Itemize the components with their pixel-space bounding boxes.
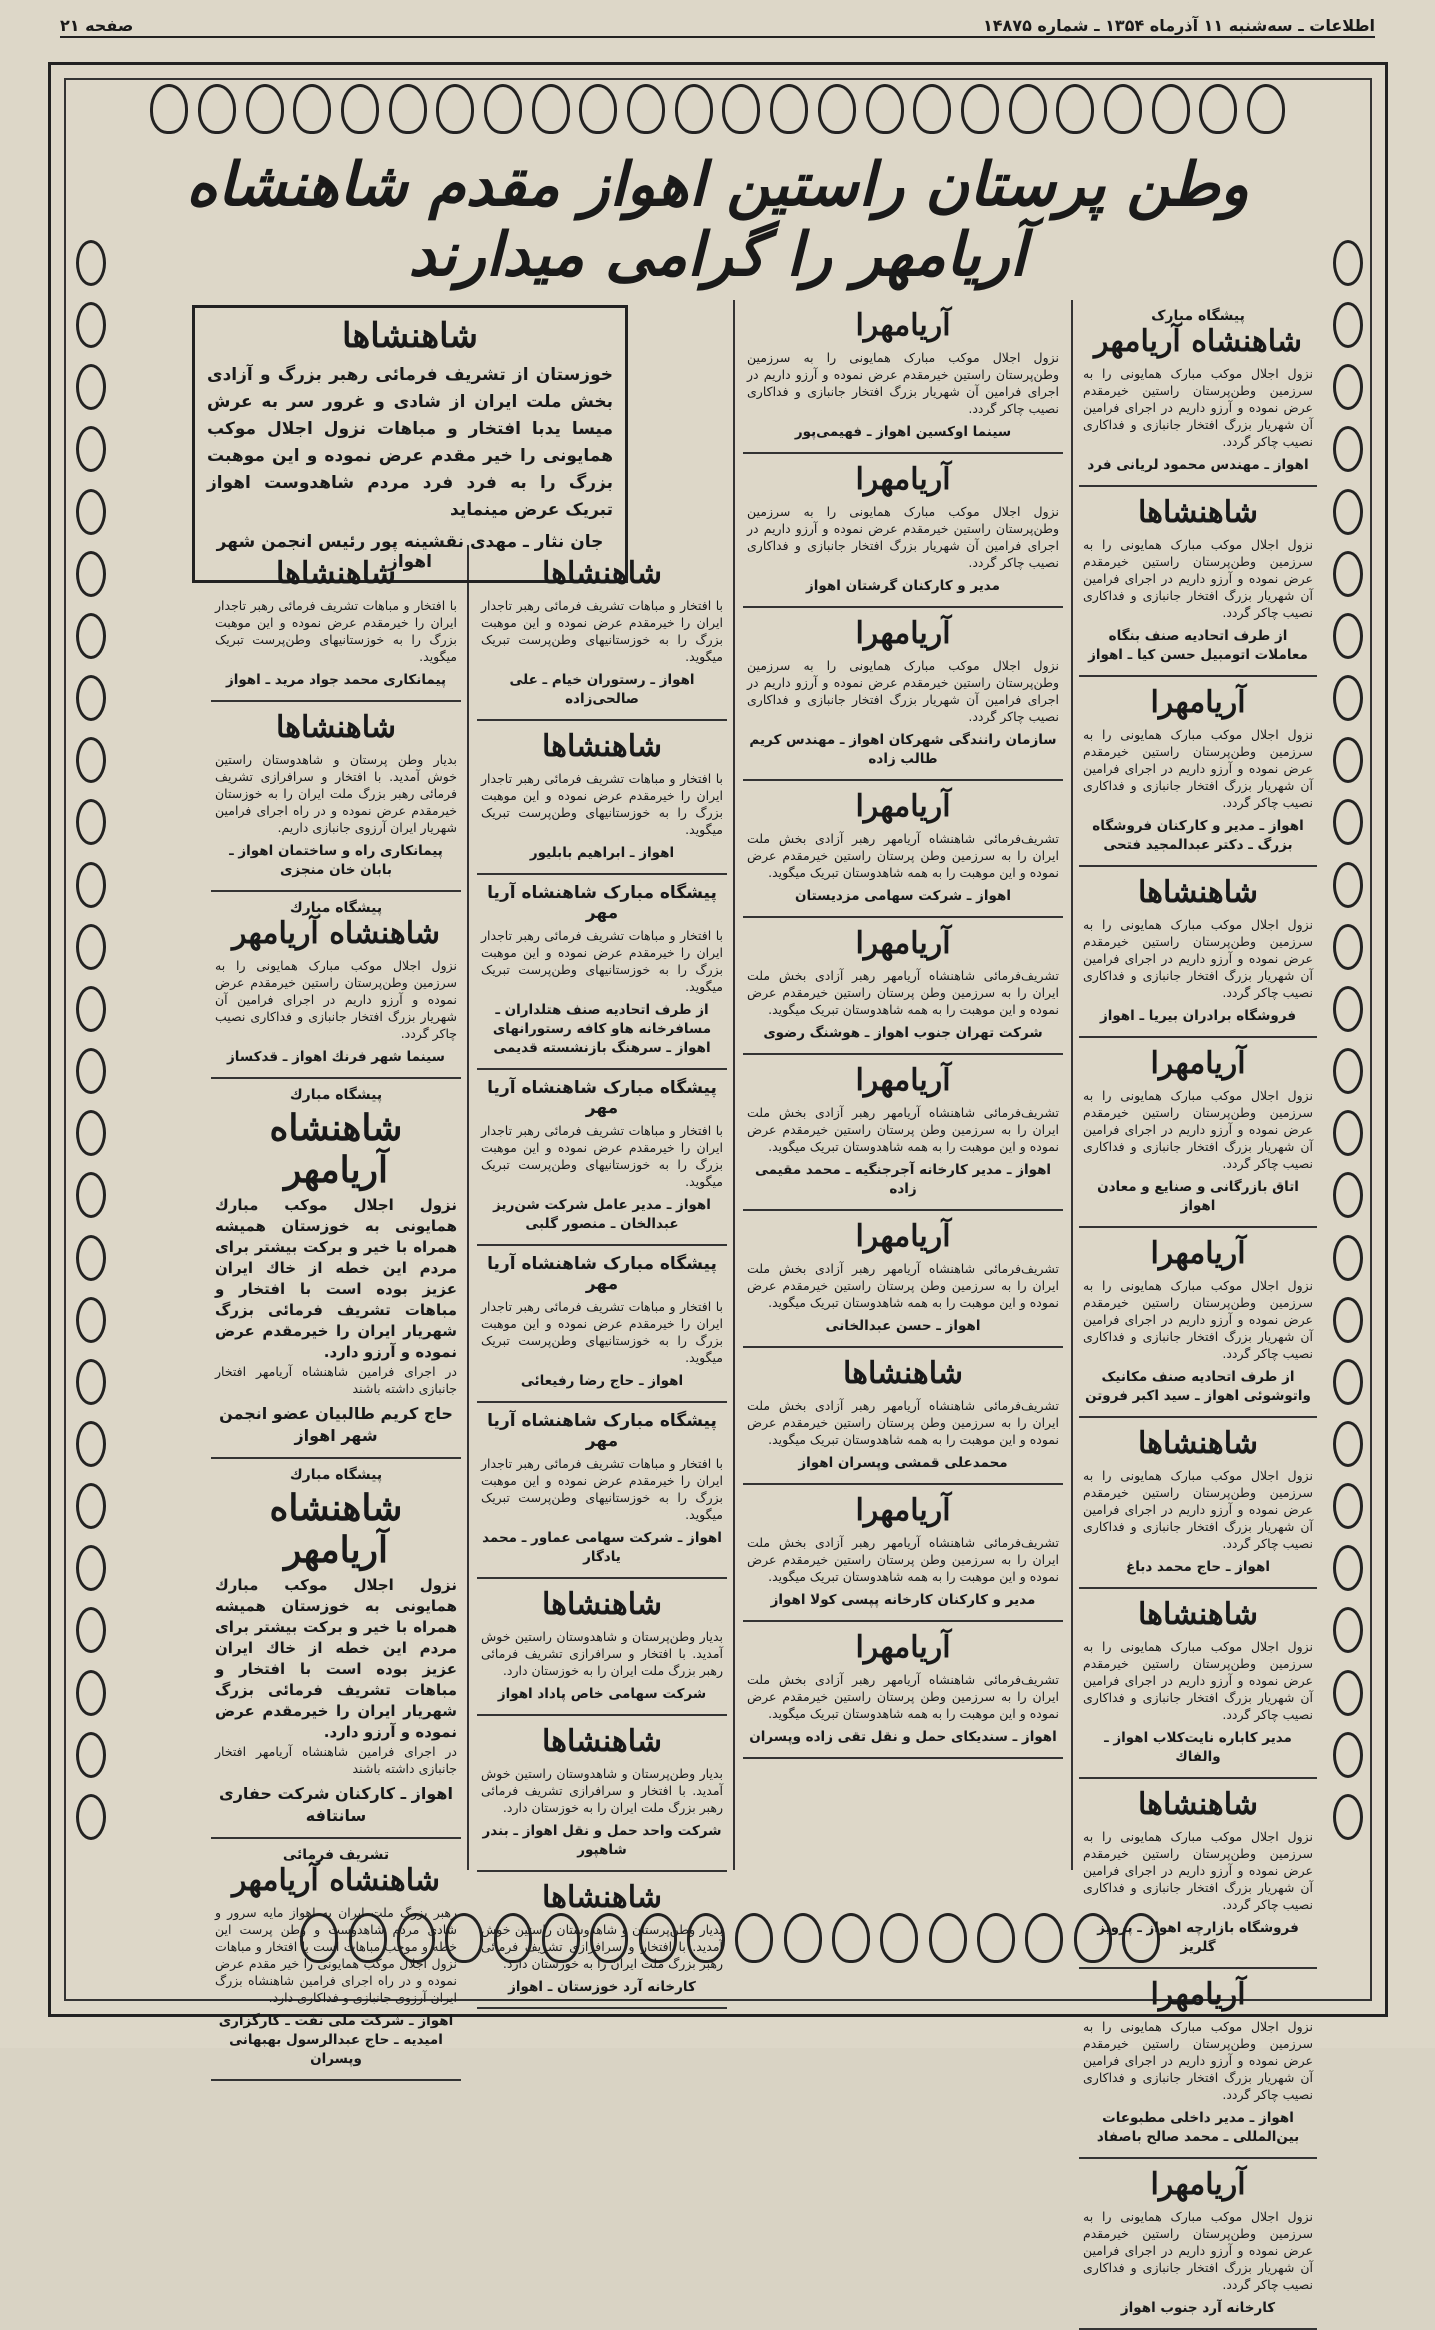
scallop-ornament [76,799,106,845]
column-3 [477,548,727,2009]
ad-signature: سینما اوکسین اهواز ـ فهیمی‌پور [794,424,1012,440]
ad-title: آریامهرا [1150,685,1246,720]
greeting-ad [1079,1038,1317,1228]
scallop-ornament [76,986,106,1032]
scallop-ornament [1333,240,1363,286]
ad-signature: اهواز ـ مدیر و کارکنان فروشگاه بزرگ ـ دکتر عبدالمجید فتحی [1092,818,1304,853]
ad-title: شاهنشاها [541,556,662,591]
ad-signature: اهواز ـ شرکت سهامی مزدیستان [795,888,1011,904]
scallop-ornament [1333,1359,1363,1405]
greeting-ad [743,1055,1063,1211]
greeting-ad [1079,677,1317,867]
scallop-ornament [484,84,522,134]
scallop-ornament [1333,1297,1363,1343]
greeting-ad [1079,300,1317,487]
greeting-ad [211,892,461,1079]
greeting-ad [211,1839,461,2081]
ad-body: با افتخار و مباهات تشریف فرمائی رهبر تاجدار ایران را خیرمقدم عرض نموده و این موهبت بزرگ را به خوزستانیهای وطن‌پرست تبریک میگوید. [215,598,457,664]
scallop-ornament [1199,84,1237,134]
ad-title: شاهنشاه آریامهر [269,1107,403,1191]
scallop-ornament [929,1913,967,1963]
ad-title: شاهنشاها [541,1724,662,1759]
scallop-ornament [1333,862,1363,908]
greeting-ad [743,608,1063,781]
scallop-ornament [1333,1545,1363,1591]
ad-signature: کارخانه آرد خوزستان ـ اهواز [508,1979,696,1995]
column-divider [1071,300,1073,1870]
ad-body: نزول اجلال موکب مبارک همایونی را به سرزمین وطن‌پرستان راستین خیرمقدم عرض نموده و آرزو داریم در اجرای فرامین آن شهریار بزرگ افتخار جانبازی و فداکاری نصیب چاکر گردد. [1083,1088,1313,1171]
scallop-ornament [76,924,106,970]
ad-signature: فروشگاه برادران بیریا ـ اهواز [1099,1008,1297,1024]
scallop-ornament [532,84,570,134]
scallop-ornament [389,84,427,134]
ad-body: تشریف‌فرمائی شاهنشاه آریامهر رهبر آزادی بخش ملت ایران را به سرزمین وطن پرستان راستین خیرمقدم عرض نموده و این موهبت را به همه شاهدوستان تبریک میگوید. [747,1261,1059,1310]
ad-body: در اجرای فرامین شاهنشاه آریامهر افتخار جانبازی داشته باشند [215,1364,457,1396]
ad-body: با افتخار و مباهات تشریف فرمائی رهبر تاجدار ایران را خیرمقدم عرض نموده و این موهبت بزرگ را به خوزستانیهای وطن‌پرست تبریک میگوید. [481,928,723,994]
ad-signature: شرکت واحد حمل و نقل اهواز ـ بندر شاهپور [482,1823,722,1858]
scallop-ornament [76,1110,106,1156]
greeting-ad [477,1716,727,1872]
ad-body: تشریف‌فرمائی شاهنشاه آریامهر رهبر آزادی بخش ملت ایران را به سرزمین وطن پرستان راستین خیرمقدم عرض نموده و این موهبت را به همه شاهدوستان تبریک میگوید. [747,1105,1059,1154]
scallop-ornament [1333,1483,1363,1529]
greeting-ad [477,548,727,721]
greeting-ad [1079,1589,1317,1779]
ad-body: نزول اجلال موکب مبارک همایونی را به سرزمین وطن‌پرستان راستین خیرمقدم عرض نموده و آرزو داریم در اجرای فرامین آن شهریار بزرگ افتخار جانبازی و فداکاری نصیب چاکر گردد. [215,958,457,1041]
scallop-ornament [880,1913,918,1963]
scallop-ornament [76,1732,106,1778]
scallop-ornament [1025,1913,1063,1963]
scallop-ornament [1333,426,1363,472]
ad-title: آریامهرا [855,1219,951,1254]
scallop-ornament [722,84,760,134]
ad-intro: نزول اجلال موکب مبارك همایونی به خوزستان همیشه همراه با خیر و برکت بیشتر برای مردم این خطه از خاك ایران عزیز بوده است با افتخار و مباهات تشریف فرمائی بزرگ شهریار ایران را خیرمقدم عرض نموده و آرزو دارد. [215,1576,457,1741]
ad-body: رهبر بزرگ ملت ایران به اهواز مایه سرور و شادی مردم شاهدوست و وطن پرست این خطه و موجب مباهات است با افتخار و مباهات نزول اجلال موکب همایونی را خیر مقدم عرض نموده و در راه اجرای فرامین شاهنشاه بزرگ ایران آرزوی جانبازی و فداکاری دارد. [215,1905,457,2005]
left-scallop-border [72,240,106,1840]
scallop-ornament [1333,924,1363,970]
greeting-ad [1079,2159,1317,2330]
ad-body: نزول اجلال موکب مبارک همایونی را به سرزمین وطن‌پرستان راستین خیرمقدم عرض نموده و آرزو داریم در اجرای فرامین آن شهریار بزرگ افتخار جانبازی و فداکاری نصیب چاکر گردد. [1083,917,1313,1000]
ad-signature: اهواز ـ مهندس محمود لریانی فرد [1087,457,1309,473]
scallop-ornament [1333,1794,1363,1840]
scallop-ornament [1333,551,1363,597]
scallop-ornament [1333,799,1363,845]
scallop-ornament [76,862,106,908]
ad-title: شاهنشاه آریامهر [232,1863,440,1898]
ad-body: با افتخار و مباهات تشریف فرمائی رهبر تاجدار ایران را خیرمقدم عرض نموده و این موهبت بزرگ را به خوزستانیهای وطن‌پرست تبریک میگوید. [481,1299,723,1365]
ad-body: تشریف‌فرمائی شاهنشاه آریامهر رهبر آزادی بخش ملت ایران را به سرزمین وطن پرستان راستین خیرمقدم عرض نموده و این موهبت را به همه شاهدوستان تبریک میگوید. [747,831,1059,880]
page-title: وطن پرستان راستین اهواز مقدم شاهنشاه آریامهر را گرامی میدارند [186,150,1249,290]
scallop-ornament [76,1172,106,1218]
greeting-ad [1079,487,1317,677]
column-divider [733,300,735,1870]
scallop-ornament [436,84,474,134]
scallop-ornament [1333,1172,1363,1218]
scallop-ornament [1333,1110,1363,1156]
greeting-ad [1079,867,1317,1038]
ad-signature: اهواز ـ مدیر کارخانه آجرجنگیه ـ محمد مقیمی زاده [754,1162,1052,1197]
ad-body: در اجرای فرامین شاهنشاه آریامهر افتخار جانبازی داشته باشند [215,1744,457,1776]
scallop-ornament [832,1913,870,1963]
lead-body: خوزستان از تشریف فرمائی رهبر بزرگ و آزادی بخش ملت ایران از شادی و غرور سر به عرش میسا یدبا افتخار و مباهات نزول اجلال موکب همایونی را خیر مقدم عرض نموده و این موهبت بزرگ را به فرد فرد مردم شاهدوست اهواز تبریک عرض مینماید [207,365,613,520]
greeting-ad [477,721,727,875]
scallop-ornament [579,84,617,134]
scallop-ornament [76,1794,106,1840]
ad-signature: از طرف اتحادیه صنف بنگاه معاملات اتومبیل حسن کیا ـ اهواز [1088,628,1308,663]
scallop-ornament [76,1483,106,1529]
ad-signature: مدیر و کارکنان گرشتان اهواز [806,578,1000,594]
ad-title: آریامهرا [1150,1977,1246,2012]
ad-body: نزول اجلال موکب مبارک همایونی را به سرزمین وطن‌پرستان راستین خیرمقدم عرض نموده و آرزو داریم در اجرای فرامین آن شهریار بزرگ افتخار جانبازی و فداکاری نصیب چاکر گردد. [1083,537,1313,620]
scallop-ornament [1333,986,1363,1032]
scallop-ornament [76,1048,106,1094]
scallop-ornament [627,84,665,134]
ad-title: شاهنشاها [1137,1787,1258,1822]
greeting-ad [1079,1969,1317,2159]
scallop-ornament [76,302,106,348]
scallop-ornament [1333,1421,1363,1467]
greeting-ad [1079,1779,1317,1969]
greeting-ad [477,1403,727,1579]
ad-signature: اهواز ـ مدیر عامل شرکت شن‌ریز عبدالخان ـ منصور گلبی [493,1197,711,1232]
ad-preheading: تشریف فرمائی [282,1847,390,1863]
ad-signature: اتاق بازرگانی و صنایع و معادن اهواز [1097,1179,1299,1214]
page-number: صفحه ۲۱ [60,15,134,35]
ad-signature: سازمان رانندگی شهرکان اهواز ـ مهندس کریم طالب زاده [749,732,1057,767]
ad-title: آریامهرا [855,1493,951,1528]
scallop-ornament [76,1545,106,1591]
ad-body: بدیار وطن‌پرستان و شاهدوستان راستین خوش آمدید. با افتخار و سرافرازی تشریف فرمائی رهبر بزرگ ملت ایران را به خوزستان دارد. [481,1922,723,1971]
ad-title: شاهنشاها [1137,495,1258,530]
greeting-ad [477,1872,727,2009]
ad-signature: شرکت تهران جنوب اهواز ـ هوشنگ رضوی [763,1025,1043,1041]
ad-signature: اهواز ـ سندیکای حمل و نقل تقی زاده وپسران [749,1729,1057,1745]
ad-title: آریامهرا [1150,1046,1246,1081]
scallop-ornament [866,84,904,134]
ad-body: بدیار وطن‌پرستان و شاهدوستان راستین خوش آمدید. با افتخار و سرافرازی تشریف فرمائی رهبر بزرگ ملت ایران را به خوزستان دارد. [481,1766,723,1815]
ad-title: شاهنشاها [1137,1426,1258,1461]
scallop-ornament [1333,737,1363,783]
ad-preheading: پیشگاه مبارك [289,1087,383,1103]
scallop-ornament [770,84,808,134]
scallop-ornament [1152,84,1190,134]
ad-title: شاهنشاها [1137,1597,1258,1632]
scallop-ornament [341,84,379,134]
ad-body: نزول اجلال موکب مبارک همایونی را به سرزمین وطن‌پرستان راستین خیرمقدم عرض نموده و آرزو داریم در اجرای فرامین آن شهریار بزرگ افتخار جانبازی و فداکاری نصیب چاکر گردد. [1083,1278,1313,1361]
scallop-ornament [1333,489,1363,535]
scallop-ornament [76,737,106,783]
scallop-ornament [76,1297,106,1343]
ad-signature: پیمانکاری راه و ساختمان اهواز ـ بابان خان منجزی [229,843,443,878]
greeting-ad [477,875,727,1070]
ad-title: شاهنشاه آریامهر [1094,324,1302,359]
ad-title: پیشگاه مبارک شاهنشاه آریا مهر [487,1078,717,1118]
issue-info: اطلاعات ـ سه‌شنبه ۱۱ آذرماه ۱۳۵۴ ـ شماره ۱۴۸۷۵ [983,15,1375,35]
column-1 [1079,300,1317,2330]
ad-title: آریامهرا [1150,1236,1246,1271]
ad-title: شاهنشاه آریامهر [232,916,440,951]
ad-signature: اهواز ـ کارکنان شرکت حفاری سانتافه [219,1784,453,1825]
scallop-ornament [76,551,106,597]
ad-signature: فروشگاه بازارچه اهواز ـ پرویز گلریز [1097,1920,1299,1955]
ad-signature: حاج کریم طالبیان عضو انجمن شهر اهواز [219,1404,453,1445]
scallop-ornament [76,240,106,286]
ad-body: تشریف‌فرمائی شاهنشاه آریامهر رهبر آزادی بخش ملت ایران را به سرزمین وطن پرستان راستین خیرمقدم عرض نموده و این موهبت را به همه شاهدوستان تبریک میگوید. [747,1398,1059,1447]
greeting-ad [743,454,1063,608]
ad-preheading: پیشگاه مبارك [289,1467,383,1483]
scallop-ornament [1333,1670,1363,1716]
ad-body: نزول اجلال موکب مبارک همایونی را به سرزمین وطن‌پرستان راستین خیرمقدم عرض نموده و آرزو داریم در اجرای فرامین آن شهریار بزرگ افتخار جانبازی و فداکاری نصیب چاکر گردد. [1083,1829,1313,1912]
ad-title: پیشگاه مبارک شاهنشاه آریا مهر [487,1411,717,1451]
scallop-ornament [1056,84,1094,134]
ad-signature: اهواز ـ شرکت سهامی عماور ـ محمد یادگار [482,1530,722,1565]
ad-body: بدیار وطن پرستان و شاهدوستان راستین خوش آمدید. با افتخار و سرافرازی تشریف فرمائی رهبر بزرگ ملت ایران را به خوزستان خیرمقدم عرض نموده و در راه اجرای فرامین شهریار ایران آرزوی جانبازی داریم. [215,752,457,835]
ad-signature: شرکت سهامی خاص پاداد اهواز [497,1686,707,1702]
scallop-ornament [76,1607,106,1653]
ad-title: شاهنشاها [842,1356,963,1391]
ad-preheading: پیشگاه مبارك [289,900,383,916]
greeting-ad [211,702,461,892]
ad-title: آریامهرا [1150,2167,1246,2202]
ad-signature: از طرف اتحادیه صنف هتلداران ـ مسافرخانه هاو کافه رستورانهای اهواز ـ سرهنگ بازنشسته قدیمی [492,1002,712,1056]
ad-body: بدیار وطن‌پرستان و شاهدوستان راستین خوش آمدید. با افتخار و سرافرازی تشریف فرمائی رهبر بزرگ ملت ایران را به خوزستان دارد. [481,1629,723,1678]
ad-signature: پیمانکاری محمد جواد مرید ـ اهواز [225,672,447,688]
ad-body: نزول اجلال موکب مبارک همایونی را به سرزمین وطن‌پرستان راستین خیرمقدم عرض نموده و آرزو داریم در اجرای فرامین آن شهریار بزرگ افتخار جانبازی و فداکاری نصیب چاکر گردد. [1083,727,1313,810]
ad-title: شاهنشاها [541,729,662,764]
scallop-ornament [913,84,951,134]
page-header [60,14,1375,38]
scallop-ornament [1104,84,1142,134]
scallop-ornament [150,84,188,134]
ad-title: شاهنشاها [275,556,396,591]
ad-title: آریامهرا [855,462,951,497]
greeting-ad [477,1070,727,1246]
ad-body: با افتخار و مباهات تشریف فرمائی رهبر تاجدار ایران را خیرمقدم عرض نموده و این موهبت بزرگ را به خوزستانیهای وطن‌پرست تبریک میگوید. [481,598,723,664]
ad-body: نزول اجلال موکب مبارک همایونی را به سرزمین وطن‌پرستان راستین خیرمقدم عرض نموده و آرزو داریم در اجرای فرامین آن شهریار بزرگ افتخار جانبازی و فداکاری نصیب چاکر گردد. [1083,2019,1313,2102]
scallop-ornament [76,675,106,721]
scallop-ornament [1333,675,1363,721]
greeting-ad [1079,1228,1317,1418]
ad-signature: اهواز ـ رستوران خیام ـ علی صالحی‌زاده [509,672,695,707]
greeting-ad [211,1459,461,1839]
right-scallop-border [1329,240,1363,1840]
ad-title: شاهنشاها [1137,875,1258,910]
ad-signature: کارخانه آرد جنوب اهواز [1120,2300,1276,2316]
column-4 [211,548,461,2081]
scallop-ornament [1333,364,1363,410]
scallop-ornament [784,1913,822,1963]
ad-body: نزول اجلال موکب مبارک همایونی را به سرزمین وطن‌پرستان راستین خیرمقدم عرض نموده و آرزو داریم در اجرای فرامین آن شهریار بزرگ افتخار جانبازی و فداکاری نصیب چاکر گردد. [1083,2209,1313,2292]
ad-title: آریامهرا [855,926,951,961]
ad-intro: نزول اجلال موکب مبارك همایونی به خوزستان همیشه همراه با خیر و برکت بیشتر برای مردم این خطه از خاك ایران عزیز بوده است با افتخار و مباهات تشریف فرمائی بزرگ شهریار ایران را خیرمقدم عرض نموده و آرزو دارد. [215,1196,457,1361]
lead-message-box [192,305,628,583]
scallop-ornament [76,489,106,535]
scallop-ornament [76,1359,106,1405]
ad-body: تشریف‌فرمائی شاهنشاه آریامهر رهبر آزادی بخش ملت ایران را به سرزمین وطن پرستان راستین خیرمقدم عرض نموده و این موهبت را به همه شاهدوستان تبریک میگوید. [747,968,1059,1017]
scallop-ornament [76,1421,106,1467]
greeting-ad [743,1485,1063,1622]
ad-title: شاهنشاها [275,710,396,745]
ad-signature: محمدعلی قمشی وپسران اهواز [798,1455,1008,1471]
ad-signature: مدیر کاباره نایت‌کلاب اهواز ـ والفاك [1104,1730,1292,1765]
ad-body: با افتخار و مباهات تشریف فرمائی رهبر تاجدار ایران را خیرمقدم عرض نموده و این موهبت بزرگ را به خوزستانیهای وطن‌پرست تبریک میگوید. [481,1456,723,1522]
ad-signature: از طرف اتحادیه صنف مکانیک واتوشوئی اهواز ـ سید اکبر فروتن [1085,1369,1311,1404]
ad-body: تشریف‌فرمائی شاهنشاه آریامهر رهبر آزادی بخش ملت ایران را به سرزمین وطن پرستان راستین خیرمقدم عرض نموده و این موهبت را به همه شاهدوستان تبریک میگوید. [747,1535,1059,1584]
greeting-ad [211,548,461,702]
column-divider [467,545,469,1870]
ad-title: آریامهرا [855,616,951,651]
ad-title: شاهنشاه آریامهر [269,1487,403,1571]
ad-signature: اهواز ـ حاج رضا رفیعائی [520,1373,684,1389]
scallop-ornament [735,1913,773,1963]
ad-signature: اهواز ـ شرکت ملی نفت ـ کارگزاری امیدیه ـ حاج عبدالرسول بهبهانی وپسران [218,2013,454,2067]
scallop-ornament [1333,1048,1363,1094]
greeting-ad [743,300,1063,454]
ad-title: پیشگاه مبارک شاهنشاه آریا مهر [487,1254,717,1294]
ad-body: نزول اجلال موکب مبارک همایونی را به سرزمین وطن‌پرستان راستین خیرمقدم عرض نموده و آرزو داریم در اجرای فرامین آن شهریار بزرگ افتخار جانبازی و فداکاری نصیب چاکر گردد. [1083,1468,1313,1551]
lead-signature: جان نثار ـ مهدی نقشینه پور رئیس انجمن شهر اهواز [216,532,604,572]
ad-body: با افتخار و مباهات تشریف فرمائی رهبر تاجدار ایران را خیرمقدم عرض نموده و این موهبت بزرگ را به خوزستانیهای وطن‌پرست تبریک میگوید. [481,771,723,837]
greeting-ad [743,1348,1063,1485]
ad-body: نزول اجلال موکب مبارک همایونی را به سرزمین وطن‌پرستان راستین خیرمقدم عرض نموده و آرزو داریم در اجرای فرامین آن شهریار بزرگ افتخار جانبازی و فداکاری نصیب چاکر گردد. [1083,366,1313,449]
ad-preheading: پیشگاه مبارک [1151,308,1245,324]
scallop-ornament [1009,84,1047,134]
scallop-ornament [1333,1607,1363,1653]
ad-signature: اهواز ـ ابراهیم بابلیور [529,845,675,861]
ad-title: شاهنشاها [541,1880,662,1915]
column-2 [743,300,1063,1759]
greeting-ad [477,1579,727,1716]
greeting-ad [743,1622,1063,1759]
scallop-ornament [76,426,106,472]
scallop-ornament [1333,1235,1363,1281]
ad-signature: اهواز ـ مدیر داخلی مطبوعات بین‌المللی ـ محمد صالح باصفاد [1096,2110,1300,2145]
ad-signature: اهواز ـ حسن عبدالخانی [825,1318,981,1334]
greeting-ad [743,918,1063,1055]
scallop-ornament [246,84,284,134]
ad-title: پیشگاه مبارک شاهنشاه آریا مهر [487,883,717,923]
ad-title: شاهنشاها [541,1587,662,1622]
ad-body: نزول اجلال موکب مبارک همایونی را به سرزمین وطن‌پرستان راستین خیرمقدم عرض نموده و آرزو داریم در اجرای فرامین آن شهریار بزرگ افتخار جانبازی و فداکاری نصیب چاکر گردد. [1083,1639,1313,1722]
scallop-ornament [1333,613,1363,659]
scallop-ornament [818,84,856,134]
scallop-ornament [76,1235,106,1281]
scallop-ornament [76,613,106,659]
ad-body: نزول اجلال موکب مبارک همایونی را به سرزمین وطن‌پرستان راستین خیرمقدم عرض نموده و آرزو داریم در اجرای فرامین آن شهریار بزرگ افتخار جانبازی و فداکاری نصیب چاکر گردد. [747,658,1059,724]
top-scallop-border [150,84,1285,140]
ad-title: آریامهرا [855,789,951,824]
ad-signature: مدیر و کارکنان کارخانه پپسی کولا اهواز [770,1592,1036,1608]
ad-title: آریامهرا [855,1063,951,1098]
ad-body: با افتخار و مباهات تشریف فرمائی رهبر تاجدار ایران را خیرمقدم عرض نموده و این موهبت بزرگ را به خوزستانیهای وطن‌پرست تبریک میگوید. [481,1123,723,1189]
scallop-ornament [1333,1732,1363,1778]
scallop-ornament [293,84,331,134]
scallop-ornament [76,364,106,410]
scallop-ornament [961,84,999,134]
greeting-ad [743,781,1063,918]
ad-signature: اهواز ـ حاج محمد دباغ [1125,1559,1271,1575]
scallop-ornament [1247,84,1285,134]
greeting-ad [1079,1418,1317,1589]
ad-body: نزول اجلال موکب مبارک همایونی را به سرزمین وطن‌پرستان راستین خیرمقدم عرض نموده و آرزو داریم در اجرای فرامین آن شهریار بزرگ افتخار جانبازی و فداکاری نصیب چاکر گردد. [747,504,1059,570]
scallop-ornament [198,84,236,134]
ad-body: تشریف‌فرمائی شاهنشاه آریامهر رهبر آزادی بخش ملت ایران را به سرزمین وطن پرستان راستین خیرمقدم عرض نموده و این موهبت را به همه شاهدوستان تبریک میگوید. [747,1672,1059,1721]
greeting-ad [743,1211,1063,1348]
scallop-ornament [1333,302,1363,348]
greeting-ad [477,1246,727,1403]
greeting-ad [211,1079,461,1459]
ad-signature: سینما شهر فرنك اهواز ـ قدکساز [227,1049,445,1065]
scallop-ornament [977,1913,1015,1963]
lead-title: شاهنشاها [341,316,479,356]
scallop-ornament [675,84,713,134]
ad-body: نزول اجلال موکب مبارک همایونی را به سرزمین وطن‌پرستان راستین خیرمقدم عرض نموده و آرزو داریم در اجرای فرامین آن شهریار بزرگ افتخار جانبازی و فداکاری نصیب چاکر گردد. [747,350,1059,416]
scallop-ornament [76,1670,106,1716]
ad-title: آریامهرا [855,1630,951,1665]
ad-title: آریامهرا [855,308,951,343]
